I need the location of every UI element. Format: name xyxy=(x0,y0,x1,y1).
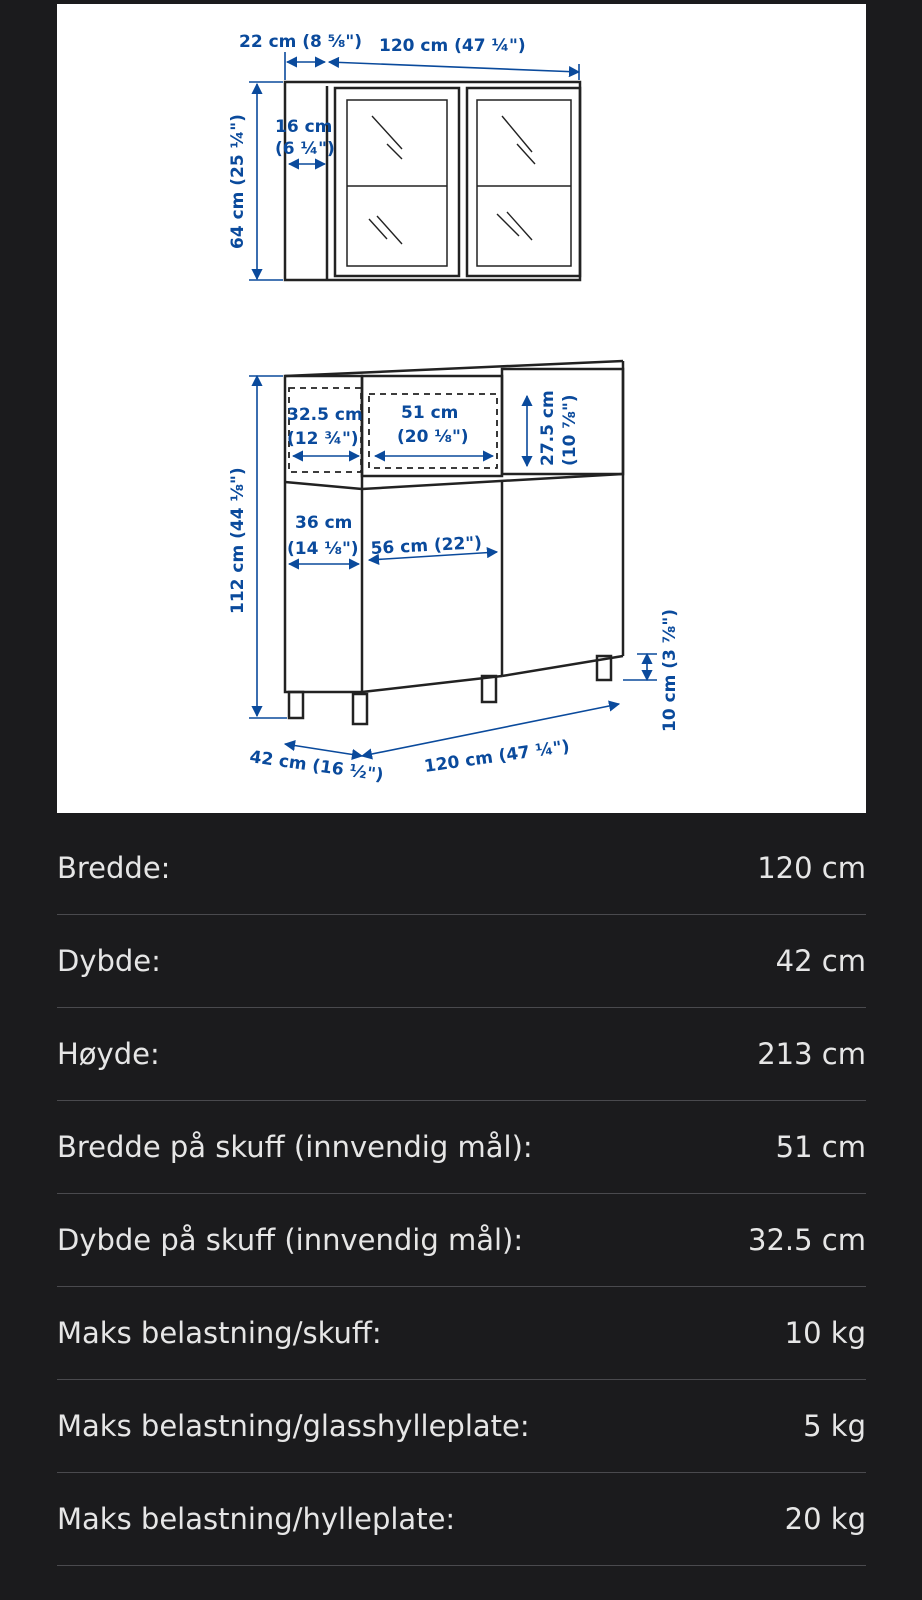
dimension-drawing xyxy=(57,4,866,813)
dimension-diagram xyxy=(57,4,866,813)
dim-top-height: 64 cm (25 ¼") xyxy=(228,114,248,249)
spec-value: 42 cm xyxy=(775,944,866,978)
spec-value: 120 cm xyxy=(757,851,866,885)
spec-label: Bredde: xyxy=(57,851,171,885)
dim-lower-depth-in: (14 ⅛") xyxy=(287,539,359,559)
spec-label: Høyde: xyxy=(57,1037,160,1071)
spec-row-max-load-shelf xyxy=(57,1473,866,1566)
spec-value: 213 cm xyxy=(757,1037,866,1071)
wall-cabinet xyxy=(285,82,580,280)
spec-label: Bredde på skuff (innvendig mål): xyxy=(57,1130,533,1164)
dim-drawer-depth-cm: 32.5 cm xyxy=(287,405,363,425)
specs-list xyxy=(57,822,866,1566)
spec-value: 10 kg xyxy=(784,1316,866,1350)
spec-value: 20 kg xyxy=(784,1502,866,1536)
spec-label: Maks belastning/skuff: xyxy=(57,1316,382,1350)
spec-row-max-load-drawer xyxy=(57,1287,866,1380)
spec-row-depth xyxy=(57,915,866,1008)
spec-row-drawer-width xyxy=(57,1101,866,1194)
dim-drawer-height-cm: 27.5 cm xyxy=(538,390,558,466)
dim-total-height: 112 cm (44 ⅛") xyxy=(228,467,248,614)
dim-lower-width: 56 cm (22") xyxy=(370,533,483,559)
dim-lower-depth-cm: 36 cm xyxy=(295,513,353,533)
dim-drawer-height-in: (10 ⅞") xyxy=(560,394,580,466)
dim-drawer-width-in: (20 ⅛") xyxy=(397,427,469,447)
dim-shelf-depth-cm: 16 cm xyxy=(275,117,333,137)
spec-label: Dybde: xyxy=(57,944,161,978)
dim-bottom-depth: 42 cm (16 ½") xyxy=(248,747,385,786)
spec-label: Dybde på skuff (innvendig mål): xyxy=(57,1223,524,1257)
dim-top-depth: 22 cm (8 ⅝") xyxy=(239,32,363,52)
spec-value: 5 kg xyxy=(803,1409,866,1443)
spec-label: Maks belastning/glasshylleplate: xyxy=(57,1409,530,1443)
spec-row-max-load-glass-shelf xyxy=(57,1380,866,1473)
spec-row-width xyxy=(57,822,866,915)
spec-row-drawer-depth xyxy=(57,1194,866,1287)
dim-top-width: 120 cm (47 ¼") xyxy=(379,36,526,56)
spec-label: Maks belastning/hylleplate: xyxy=(57,1502,456,1536)
spec-value: 51 cm xyxy=(775,1130,866,1164)
spec-value: 32.5 cm xyxy=(748,1223,866,1257)
spec-row-height xyxy=(57,1008,866,1101)
dim-leg-height: 10 cm (3 ⅞") xyxy=(660,608,680,732)
dim-drawer-depth-in: (12 ¾") xyxy=(287,429,359,449)
dim-drawer-width-cm: 51 cm xyxy=(401,403,459,423)
dim-shelf-depth-in: (6 ¼") xyxy=(275,139,335,159)
dim-bottom-width: 120 cm (47 ¼") xyxy=(422,736,571,777)
